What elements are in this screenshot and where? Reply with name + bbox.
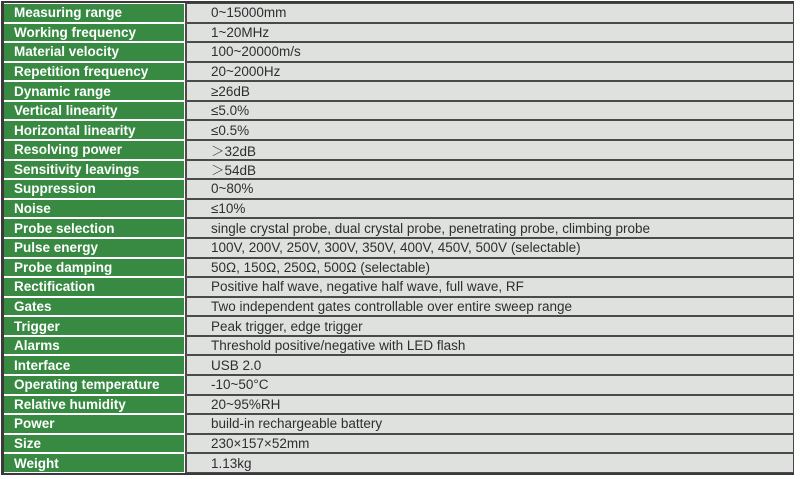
spec-value: Positive half wave, negative half wave, full wave, RF xyxy=(185,277,794,297)
spec-value: Two independent gates controllable over entire sweep range xyxy=(185,297,794,317)
spec-value: 1.13kg xyxy=(185,453,794,473)
spec-label: Resolving power xyxy=(4,140,185,160)
spec-label: Noise xyxy=(4,199,185,219)
table-row xyxy=(4,238,794,258)
spec-value: 1~20MHz xyxy=(185,23,794,43)
spec-label: Size xyxy=(4,434,185,454)
table-row xyxy=(4,434,794,454)
spec-label: Relative humidity xyxy=(4,395,185,415)
table-row xyxy=(4,81,794,101)
table-row xyxy=(4,62,794,82)
spec-value: ＞32dB xyxy=(185,140,794,160)
spec-label: Suppression xyxy=(4,179,185,199)
table-row xyxy=(4,375,794,395)
spec-value: ≤0.5% xyxy=(185,120,794,140)
spec-value: -10~50°C xyxy=(185,375,794,395)
table-row xyxy=(4,199,794,219)
spec-value: ≤10% xyxy=(185,199,794,219)
table-row xyxy=(4,23,794,43)
table-row xyxy=(4,42,794,62)
spec-value: 0~80% xyxy=(185,179,794,199)
spec-label: Dynamic range xyxy=(4,81,185,101)
spec-value: 50Ω, 150Ω, 250Ω, 500Ω (selectable) xyxy=(185,258,794,278)
spec-value: 20~95%RH xyxy=(185,395,794,415)
spec-label: Power xyxy=(4,414,185,434)
spec-label: Probe selection xyxy=(4,218,185,238)
spec-label: Pulse energy xyxy=(4,238,185,258)
table-row xyxy=(4,453,794,473)
spec-label: Sensitivity leavings xyxy=(4,160,185,180)
table-row xyxy=(4,316,794,336)
spec-value: ≥26dB xyxy=(185,81,794,101)
table-row xyxy=(4,179,794,199)
spec-value: 20~2000Hz xyxy=(185,62,794,82)
spec-label: Measuring range xyxy=(4,3,185,23)
spec-value: ＞54dB xyxy=(185,160,794,180)
spec-label: Operating temperature xyxy=(4,375,185,395)
table-row xyxy=(4,414,794,434)
spec-label: Interface xyxy=(4,355,185,375)
spec-label: Repetition frequency xyxy=(4,62,185,82)
table-row xyxy=(4,160,794,180)
spec-label: Trigger xyxy=(4,316,185,336)
spec-label: Alarms xyxy=(4,336,185,356)
table-row xyxy=(4,258,794,278)
spec-label: Working frequency xyxy=(4,23,185,43)
table-row xyxy=(4,120,794,140)
spec-value: build-in rechargeable battery xyxy=(185,414,794,434)
table-row xyxy=(4,395,794,415)
spec-label: Gates xyxy=(4,297,185,317)
spec-label: Probe damping xyxy=(4,258,185,278)
specifications-table xyxy=(1,1,794,475)
table-row xyxy=(4,218,794,238)
spec-label: Rectification xyxy=(4,277,185,297)
spec-value: Threshold positive/negative with LED flash xyxy=(185,336,794,356)
table-row xyxy=(4,101,794,121)
spec-value: Peak trigger, edge trigger xyxy=(185,316,794,336)
spec-value: 100~20000m/s xyxy=(185,42,794,62)
table-row xyxy=(4,355,794,375)
spec-value: single crystal probe, dual crystal probe, penetrating probe, climbing probe xyxy=(185,218,794,238)
spec-label: Vertical linearity xyxy=(4,101,185,121)
table-row xyxy=(4,277,794,297)
table-row xyxy=(4,336,794,356)
spec-value: USB 2.0 xyxy=(185,355,794,375)
spec-value: ≤5.0% xyxy=(185,101,794,121)
table-row xyxy=(4,140,794,160)
spec-value: 0~15000mm xyxy=(185,3,794,23)
table-row xyxy=(4,3,794,23)
spec-value: 230×157×52mm xyxy=(185,434,794,454)
spec-label: Horizontal linearity xyxy=(4,120,185,140)
spec-value: 100V, 200V, 250V, 300V, 350V, 400V, 450V, 500V (selectable) xyxy=(185,238,794,258)
spec-label: Weight xyxy=(4,453,185,473)
table-row xyxy=(4,297,794,317)
spec-label: Material velocity xyxy=(4,42,185,62)
